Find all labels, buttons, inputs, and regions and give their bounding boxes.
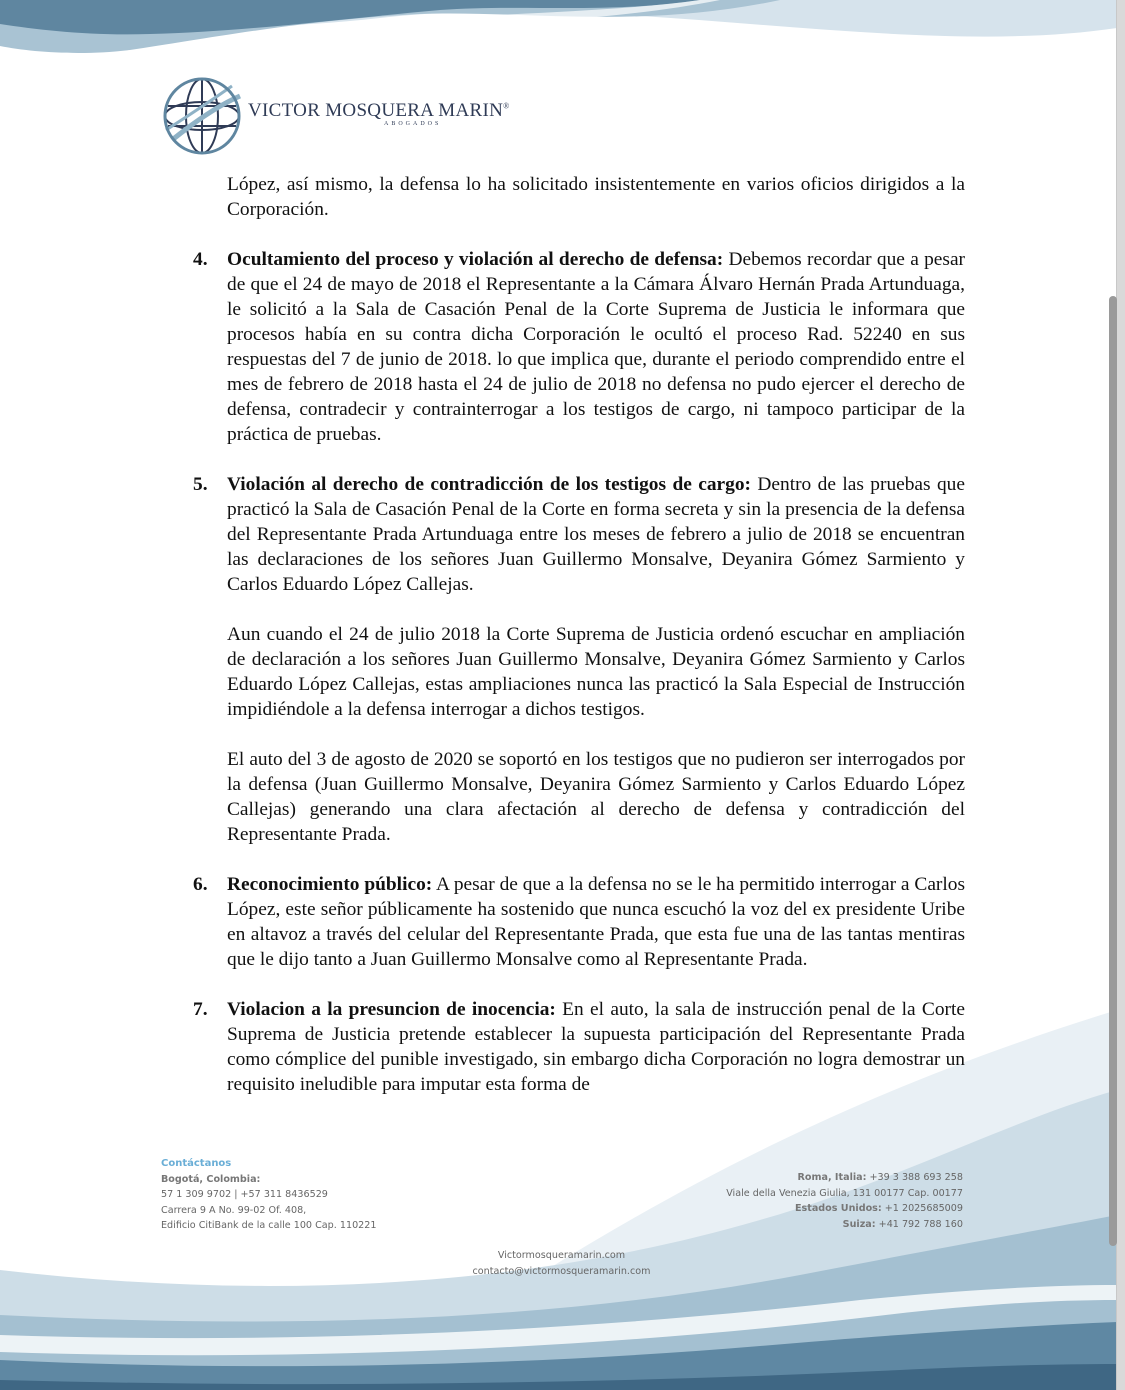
contact-label: Contáctanos bbox=[161, 1158, 232, 1169]
address-line-2: Edificio CitiBank de la calle 100 Cap. 110221 bbox=[161, 1220, 377, 1231]
document-body bbox=[193, 172, 965, 1097]
item-heading: Violación al derecho de contradicción de los testigos de cargo: bbox=[227, 474, 751, 495]
item-number: 6. bbox=[193, 874, 208, 895]
rome-address: Viale della Venezia Giulia, 131 00177 Cap. 00177 bbox=[726, 1187, 963, 1199]
item-paragraph bbox=[227, 472, 965, 597]
item-text: En el auto, la sala de instrucción penal de la Corte Suprema de Justicia pretende establecer la supuesta participación del Representante Prada como cómplice del punible investigado, sin embargo dicha Corporación no logra demostrar un requisito ineludible para imputar esta forma de bbox=[227, 999, 965, 1095]
list-item-6 bbox=[193, 872, 965, 972]
item-text: Dentro de las pruebas que practicó la Sala de Casación Penal de la Corte en forma secreta y sin la presencia de la defensa del Representante Prada Artunduaga entre los meses de febrero a julio de 2018 se encuentran las declaraciones de los señores Juan Guillermo Monsalve, Deyanira Gómez Sarmiento y Carlos Eduardo López Callejas. bbox=[227, 474, 965, 595]
item-text: Debemos recordar que a pesar de que el 24 de mayo de 2018 el Representante a la Cámara Álvaro Hernán Prada Artunduaga, le solicitó a la Sala de Casación Penal de la Corte Suprema de Justicia le informara que procesos había en su contra dicha Corporación le ocultó el proceso Rad. 52240 en sus respuestas del 7 de junio de 2018. lo que implica que, durante el periodo comprendido entre el mes de febrero de 2018 hasta el 24 de julio de 2018 no defensa no pudo ejercer el derecho de defensa, contradecir y contrainterrogar a los testigos de cargo, ni tampoco participar de la práctica de pruebas. bbox=[227, 249, 966, 445]
website-link[interactable]: Victormosqueramarin.com bbox=[497, 1250, 626, 1261]
item-heading: Violacion a la presuncion de inocencia: bbox=[227, 999, 556, 1020]
item-paragraph bbox=[227, 247, 965, 447]
item-heading: Ocultamiento del proceso y violación al derecho de defensa: bbox=[227, 249, 724, 270]
item-extra-paragraph: El auto del 3 de agosto de 2020 se soportó en los testigos que no pudieron ser interrogados por la defensa (Juan Guillermo Monsalve, Deyanira Gómez Sarmiento y Carlos Eduardo López Callejas) generando una clara afectación al derecho de defensa y contradicción del Representante Prada. bbox=[227, 749, 965, 845]
item-heading: Reconocimiento público: bbox=[227, 874, 433, 895]
list-item-5 bbox=[193, 472, 965, 847]
item-number: 5. bbox=[193, 474, 208, 495]
firm-subtitle: ABOGADOS bbox=[384, 121, 442, 127]
intro-paragraph: López, así mismo, la defensa lo ha solicitado insistentemente en varios oficios dirigidos a la Corporación. bbox=[227, 174, 965, 220]
footer-contact-international bbox=[640, 1170, 963, 1232]
email-link[interactable]: contacto@victormosqueramarin.com bbox=[472, 1265, 651, 1277]
item-number: 4. bbox=[193, 249, 208, 270]
rome-line: Roma, Italia: +39 3 388 693 258 bbox=[797, 1172, 963, 1183]
firm-name: VICTOR MOSQUERA MARIN® bbox=[248, 100, 510, 121]
item-number: 7. bbox=[193, 999, 208, 1020]
item-paragraph bbox=[227, 872, 965, 972]
globe-icon bbox=[162, 76, 242, 156]
item-text: A pesar de que a la defensa no se le ha permitido interrogar a Carlos López, este señor públicamente ha sostenido que nunca escuchó la voz del ex presidente Uribe en altavoz a través del celular del Representante Prada, que esta fue una de las tantas mentiras que le dijo tanto a Juan Guillermo Monsalve como al Representante Prada. bbox=[227, 874, 966, 970]
scrollbar-track[interactable] bbox=[1116, 0, 1125, 1390]
list-item-4 bbox=[193, 247, 965, 447]
city-bogota: Bogotá, Colombia: bbox=[161, 1173, 261, 1185]
item-paragraph bbox=[227, 997, 965, 1097]
address-line-1: Carrera 9 A No. 99-02 Of. 408, bbox=[161, 1204, 307, 1216]
usa-line: Estados Unidos: +1 2025685009 bbox=[794, 1203, 963, 1214]
footer-contact-bogota bbox=[161, 1156, 376, 1234]
swiss-line: Suiza: +41 792 788 160 bbox=[842, 1218, 963, 1230]
scrollbar-thumb[interactable] bbox=[1109, 296, 1117, 1246]
phones-bogota: 57 1 309 9702 | +57 311 8436529 bbox=[161, 1189, 328, 1200]
item-extra-paragraph: Aun cuando el 24 de julio 2018 la Corte Suprema de Justicia ordenó escuchar en ampliación de declaración a los señores Juan Guillermo Monsalve, Deyanira Gómez Sarmiento y Carlos Eduardo López Callejas, estas ampliaciones nunca las practicó la Sala Especial de Instrucción impidiéndole a la defensa interrogar a dichos testigos. bbox=[227, 624, 965, 720]
list-item-7 bbox=[193, 997, 965, 1097]
footer-web bbox=[400, 1248, 723, 1279]
